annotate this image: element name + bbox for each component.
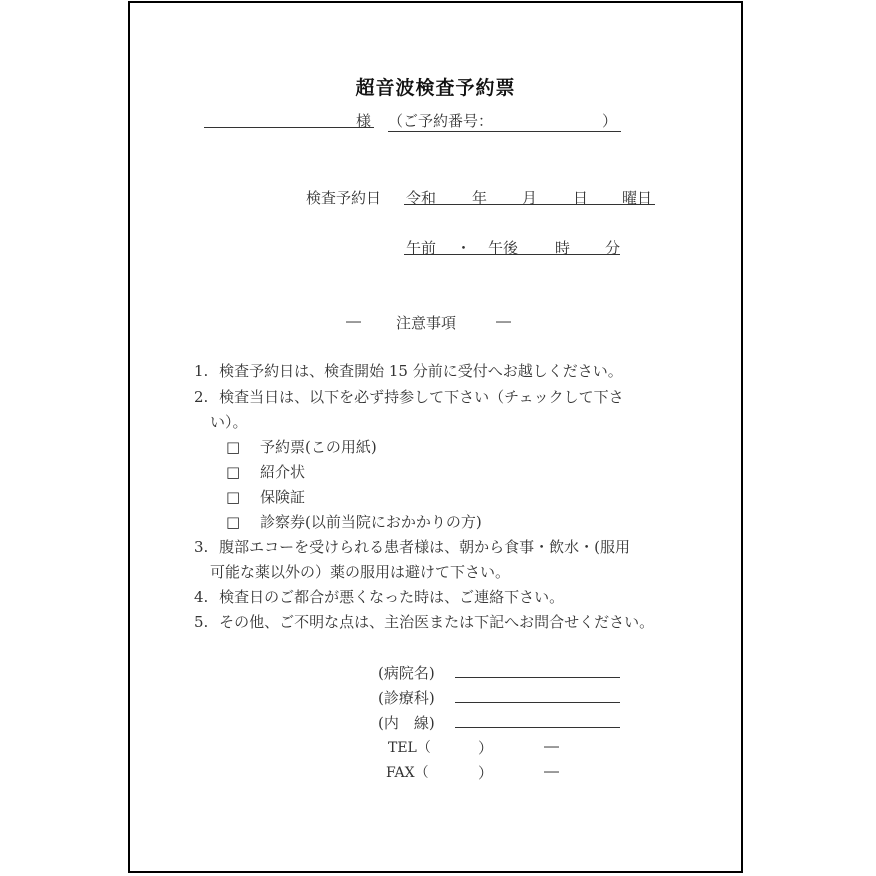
- tel-close: ）: [478, 739, 494, 757]
- patient-name-line[interactable]: [204, 127, 374, 128]
- reservation-number-label: （ご予約番号：: [388, 112, 494, 130]
- date-day: 日: [573, 189, 589, 207]
- note-number: 1.: [194, 362, 209, 380]
- date-year: 年: [472, 189, 488, 207]
- date-label: 検査予約日: [306, 189, 382, 207]
- time-dot: ・: [456, 239, 472, 257]
- checklist-label: 保険証: [260, 488, 306, 506]
- date-month: 月: [522, 189, 538, 207]
- reservation-number-close: ）: [602, 112, 618, 130]
- notes-heading-dash-left: ―: [346, 312, 361, 330]
- checkbox-icon[interactable]: □: [226, 463, 241, 481]
- note-number: 3.: [194, 538, 209, 556]
- checkbox-icon[interactable]: □: [226, 438, 241, 456]
- note-5: [194, 611, 654, 632]
- note-1: [194, 360, 623, 381]
- hospital-field-line[interactable]: [455, 677, 620, 678]
- time-pm: 午後: [488, 239, 519, 257]
- checkbox-icon[interactable]: □: [226, 513, 241, 531]
- department-label: (診療科): [378, 689, 435, 707]
- fax-dash: ―: [544, 762, 559, 780]
- date-weekday: 曜日: [622, 189, 653, 207]
- checklist-item-patient-card[interactable]: [226, 511, 482, 532]
- date-era: 令和: [406, 189, 437, 207]
- note-text: 検査予約日は、検査開始 15 分前に受付へお越しください。: [219, 362, 623, 380]
- note-2: [194, 386, 624, 407]
- tel-label: TEL（: [388, 740, 431, 756]
- note-number: 5.: [194, 613, 209, 631]
- note-4: [194, 586, 564, 607]
- checklist-item-reservation-slip[interactable]: [226, 436, 377, 457]
- note-text: 検査当日は、以下を必ず持参して下さい（チェックして下さ: [219, 388, 624, 406]
- notes-heading: 注意事項: [396, 314, 457, 332]
- extension-label: (内 線): [378, 714, 435, 732]
- checklist-item-insurance-card[interactable]: [226, 486, 305, 507]
- checklist-label: 紹介状: [260, 463, 306, 481]
- note-number: 2.: [194, 388, 209, 406]
- fax-close: ）: [478, 764, 494, 782]
- note-3-continuation: 可能な薬以外の）薬の服用は避けて下さい。: [210, 563, 511, 581]
- note-text: 検査日のご都合が悪くなった時は、ご連絡下さい。: [219, 588, 565, 606]
- checkbox-icon[interactable]: □: [226, 488, 241, 506]
- note-number: 4.: [194, 588, 209, 606]
- time-minute: 分: [605, 239, 621, 257]
- form-title: 超音波検査予約票: [355, 77, 516, 99]
- extension-field-line[interactable]: [455, 727, 620, 728]
- reservation-number-field[interactable]: [388, 110, 621, 132]
- hospital-label: (病院名): [378, 664, 435, 682]
- time-hour: 時: [555, 239, 571, 257]
- sama-label: 様: [356, 112, 372, 130]
- note-3: [194, 536, 630, 557]
- note-text: その他、ご不明な点は、主治医または下記へお問合せください。: [219, 613, 655, 631]
- checklist-label: 診察券(以前当院におかかりの方): [260, 513, 482, 531]
- checklist-label: 予約票(この用紙): [260, 438, 377, 456]
- notes-heading-dash-right: ―: [496, 312, 511, 330]
- department-field-line[interactable]: [455, 702, 620, 703]
- time-am: 午前: [406, 239, 437, 257]
- reservation-form-sheet: [128, 1, 743, 873]
- note-text: 腹部エコーを受けられる患者様は、朝から食事・飲水・(服用: [219, 538, 630, 556]
- fax-label: FAX（: [386, 765, 429, 781]
- note-2-continuation: い）。: [210, 413, 248, 431]
- tel-dash: ―: [544, 737, 559, 755]
- checklist-item-referral-letter[interactable]: [226, 461, 305, 482]
